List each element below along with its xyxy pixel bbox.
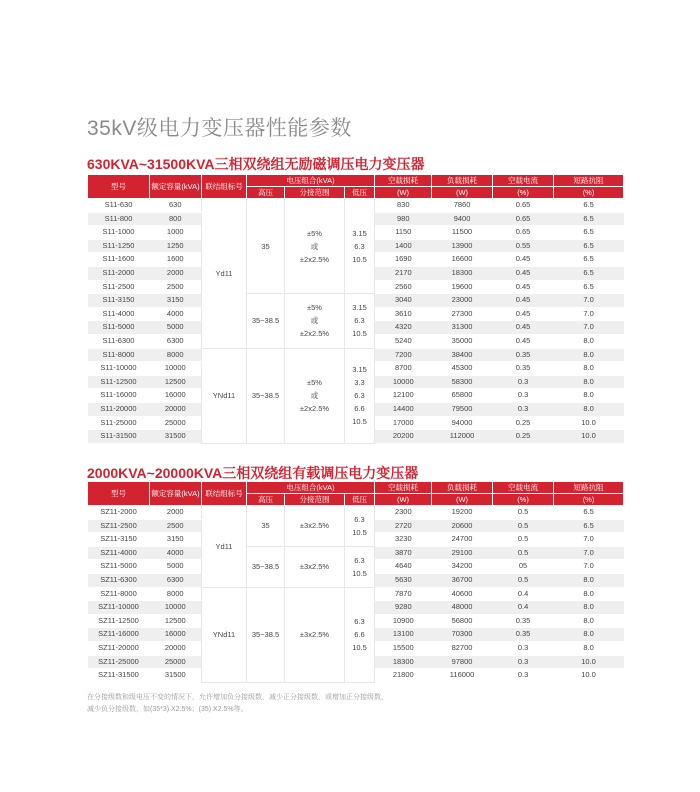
table-row <box>88 294 624 308</box>
cell-model: SZ11-12500 <box>88 614 150 628</box>
cell-no-load-current: 0.65 <box>493 199 554 213</box>
cell-load-loss: 58300 <box>432 375 493 389</box>
lv-line: 10.5 <box>352 568 367 578</box>
cell-model: SZ11-31500 <box>88 669 150 683</box>
tap-line: ±5% <box>307 228 322 238</box>
cell-load-loss: 112000 <box>432 430 493 444</box>
cell-no-load-loss: 3040 <box>375 294 432 308</box>
cell-lv <box>345 348 375 443</box>
cell-model: SZ11-3150 <box>88 533 150 547</box>
header-voltage-combination: 电压组合(kVA) <box>247 482 375 494</box>
lv-line: 3.3 <box>354 378 365 388</box>
cell-no-load-current: 0.65 <box>493 212 554 226</box>
cell-load-loss: 13900 <box>432 239 493 253</box>
cell-no-load-current: 0.5 <box>493 573 554 587</box>
cell-hv: 35~38.5 <box>247 294 285 348</box>
cell-capacity: 20000 <box>150 402 202 416</box>
cell-vector-group: YNd11 <box>202 348 247 443</box>
cell-no-load-loss: 10900 <box>375 614 432 628</box>
cell-no-load-loss: 17000 <box>375 416 432 430</box>
cell-impedance: 8.0 <box>554 641 624 655</box>
cell-load-loss: 19200 <box>432 506 493 520</box>
cell-no-load-current: 0.25 <box>493 430 554 444</box>
cell-no-load-current: 0.45 <box>493 280 554 294</box>
cell-model: SZ11-20000 <box>88 641 150 655</box>
cell-no-load-loss: 2300 <box>375 506 432 520</box>
cell-model: S11-20000 <box>88 402 150 416</box>
lv-line: 10.5 <box>352 254 367 264</box>
cell-no-load-loss: 7870 <box>375 587 432 601</box>
cell-impedance: 10.0 <box>554 669 624 683</box>
header-line: 额定容量 <box>151 182 182 191</box>
cell-load-loss: 7860 <box>432 199 493 213</box>
tap-line: ±2x2.5% <box>299 329 330 339</box>
cell-load-loss: 36700 <box>432 573 493 587</box>
table-row <box>88 587 624 601</box>
cell-model: SZ11-2000 <box>88 506 150 520</box>
lv-line: 10.5 <box>352 329 367 339</box>
cell-capacity: 20000 <box>150 641 202 655</box>
cell-no-load-current: 0.45 <box>493 321 554 335</box>
tap-line: ±5% <box>307 303 322 313</box>
cell-capacity: 31500 <box>150 669 202 683</box>
cell-model: S11-630 <box>88 199 150 213</box>
cell-capacity: 4000 <box>150 307 202 321</box>
cell-no-load-loss: 15500 <box>375 641 432 655</box>
cell-capacity: 25000 <box>150 655 202 669</box>
cell-capacity: 25000 <box>150 416 202 430</box>
cell-load-loss: 70300 <box>432 628 493 642</box>
header-unit: (W) <box>432 187 493 199</box>
cell-model: SZ11-4000 <box>88 546 150 560</box>
cell-no-load-current: 0.65 <box>493 226 554 240</box>
lv-line: 6.6 <box>354 404 365 414</box>
cell-no-load-current: 0.55 <box>493 239 554 253</box>
header-no-load-loss: 空载损耗 <box>375 175 432 187</box>
section-title-off-circuit: 630KVA~31500KVA三相双绕组无励磁调压电力变压器 <box>87 156 425 172</box>
header-line: 联结组 <box>205 182 228 191</box>
cell-capacity: 5000 <box>150 321 202 335</box>
cell-load-loss: 48000 <box>432 601 493 615</box>
cell-capacity: 4000 <box>150 546 202 560</box>
cell-no-load-loss: 21800 <box>375 669 432 683</box>
cell-load-loss: 29100 <box>432 546 493 560</box>
tap-line: ±3x2.5% <box>299 562 330 572</box>
cell-no-load-loss: 2560 <box>375 280 432 294</box>
cell-no-load-loss: 3610 <box>375 307 432 321</box>
cell-capacity: 16000 <box>150 389 202 403</box>
cell-capacity: 10000 <box>150 362 202 376</box>
cell-no-load-loss: 4640 <box>375 560 432 574</box>
cell-hv: 35~38.5 <box>247 546 285 587</box>
header-lv: 低压 <box>345 187 375 199</box>
cell-no-load-current: 0.35 <box>493 628 554 642</box>
tap-line: 或 <box>310 241 319 251</box>
cell-model: S11-1250 <box>88 239 150 253</box>
header-no-load-loss: 空载损耗 <box>375 482 432 494</box>
cell-impedance: 10.0 <box>554 416 624 430</box>
cell-impedance: 7.0 <box>554 321 624 335</box>
header-no-load-current: 空载电流 <box>493 175 554 187</box>
cell-model: S11-5000 <box>88 321 150 335</box>
cell-capacity: 1600 <box>150 253 202 267</box>
cell-impedance: 7.0 <box>554 294 624 308</box>
cell-capacity: 2500 <box>150 519 202 533</box>
cell-impedance: 6.5 <box>554 212 624 226</box>
cell-no-load-loss: 9280 <box>375 601 432 615</box>
cell-impedance: 8.0 <box>554 601 624 615</box>
cell-lv <box>345 587 375 682</box>
cell-impedance: 6.5 <box>554 226 624 240</box>
cell-no-load-loss: 20200 <box>375 430 432 444</box>
cell-no-load-loss: 980 <box>375 212 432 226</box>
cell-no-load-current: 0.5 <box>493 546 554 560</box>
cell-no-load-current: 0.5 <box>493 519 554 533</box>
tap-line: ±3x2.5% <box>299 630 330 640</box>
cell-load-loss: 79500 <box>432 402 493 416</box>
cell-impedance: 7.0 <box>554 533 624 547</box>
cell-load-loss: 16600 <box>432 253 493 267</box>
cell-tap-range <box>285 294 345 348</box>
cell-no-load-current: 0.3 <box>493 375 554 389</box>
cell-impedance: 7.0 <box>554 560 624 574</box>
cell-model: S11-31500 <box>88 430 150 444</box>
cell-no-load-loss: 830 <box>375 199 432 213</box>
cell-capacity: 12500 <box>150 614 202 628</box>
cell-lv <box>345 506 375 547</box>
lv-line: 6.3 <box>354 241 365 251</box>
tap-line: ±5% <box>307 378 322 388</box>
lv-line: 6.3 <box>354 617 365 627</box>
cell-no-load-loss: 2720 <box>375 519 432 533</box>
cell-no-load-current: 0.3 <box>493 389 554 403</box>
cell-model: SZ11-16000 <box>88 628 150 642</box>
cell-impedance: 8.0 <box>554 573 624 587</box>
cell-capacity: 630 <box>150 199 202 213</box>
spec-table-on-load <box>87 481 624 683</box>
cell-tap-range <box>285 506 345 547</box>
cell-no-load-current: 0.5 <box>493 506 554 520</box>
cell-hv: 35~38.5 <box>247 587 285 682</box>
cell-tap-range <box>285 546 345 587</box>
lv-line: 3.15 <box>352 303 367 313</box>
cell-impedance: 7.0 <box>554 546 624 560</box>
cell-capacity: 3150 <box>150 294 202 308</box>
lv-line: 3.15 <box>352 365 367 375</box>
cell-no-load-loss: 10000 <box>375 375 432 389</box>
lv-line: 6.3 <box>354 316 365 326</box>
cell-model: S11-1600 <box>88 253 150 267</box>
header-line: 标号 <box>227 489 243 498</box>
cell-capacity: 12500 <box>150 375 202 389</box>
header-line: 联结组 <box>205 489 228 498</box>
cell-no-load-loss: 2170 <box>375 266 432 280</box>
cell-impedance: 6.5 <box>554 253 624 267</box>
header-line: 额定容量 <box>151 489 182 498</box>
cell-model: S11-3150 <box>88 294 150 308</box>
cell-no-load-loss: 4320 <box>375 321 432 335</box>
header-model: 型号 <box>88 482 150 506</box>
cell-load-loss: 24700 <box>432 533 493 547</box>
cell-no-load-loss: 14400 <box>375 402 432 416</box>
cell-tap-range <box>285 348 345 443</box>
table-row <box>88 348 624 362</box>
cell-model: S11-8000 <box>88 348 150 362</box>
cell-model: S11-25000 <box>88 416 150 430</box>
cell-load-loss: 20600 <box>432 519 493 533</box>
cell-capacity: 10000 <box>150 601 202 615</box>
cell-hv: 35 <box>247 506 285 547</box>
cell-capacity: 1000 <box>150 226 202 240</box>
footnote-line: 在分接级数和级电压不变的情况下，允许增加负分接级数，减少正分接级数，或增加正分接级数， <box>87 694 388 701</box>
header-vector-group <box>202 175 247 199</box>
cell-no-load-current: 0.3 <box>493 402 554 416</box>
cell-model: SZ11-8000 <box>88 587 150 601</box>
header-capacity <box>150 482 202 506</box>
cell-model: S11-10000 <box>88 362 150 376</box>
header-model: 型号 <box>88 175 150 199</box>
cell-no-load-current: 0.45 <box>493 253 554 267</box>
header-hv: 高压 <box>247 187 285 199</box>
cell-load-loss: 116000 <box>432 669 493 683</box>
header-impedance: 短路抗阻 <box>554 482 624 494</box>
cell-lv <box>345 546 375 587</box>
cell-load-loss: 35000 <box>432 334 493 348</box>
header-line: 标号 <box>227 182 243 191</box>
cell-vector-group: YNd11 <box>202 587 247 682</box>
cell-capacity: 3150 <box>150 533 202 547</box>
cell-no-load-current: 0.3 <box>493 641 554 655</box>
cell-load-loss: 97800 <box>432 655 493 669</box>
table-row <box>88 199 624 213</box>
cell-no-load-loss: 1150 <box>375 226 432 240</box>
cell-load-loss: 94000 <box>432 416 493 430</box>
cell-capacity: 2500 <box>150 280 202 294</box>
cell-load-loss: 65800 <box>432 389 493 403</box>
cell-vector-group: Yd11 <box>202 199 247 349</box>
cell-no-load-current: 0.35 <box>493 614 554 628</box>
cell-no-load-current: 0.45 <box>493 294 554 308</box>
tap-line: ±3x2.5% <box>299 521 330 531</box>
lv-line: 6.6 <box>354 630 365 640</box>
cell-load-loss: 45300 <box>432 362 493 376</box>
cell-load-loss: 34200 <box>432 560 493 574</box>
cell-impedance: 8.0 <box>554 628 624 642</box>
cell-model: SZ11-25000 <box>88 655 150 669</box>
cell-capacity: 16000 <box>150 628 202 642</box>
tap-line: 或 <box>310 316 319 326</box>
tap-line: ±2x2.5% <box>299 404 330 414</box>
cell-capacity: 2000 <box>150 266 202 280</box>
tap-line: 或 <box>310 391 319 401</box>
table-body <box>88 506 624 683</box>
cell-no-load-current: 0.4 <box>493 587 554 601</box>
tap-line: ±2x2.5% <box>299 254 330 264</box>
table-header <box>88 482 624 506</box>
cell-no-load-loss: 12100 <box>375 389 432 403</box>
header-impedance: 短路抗阻 <box>554 175 624 187</box>
cell-impedance: 10.0 <box>554 655 624 669</box>
cell-model: SZ11-5000 <box>88 560 150 574</box>
cell-no-load-current: 0.3 <box>493 655 554 669</box>
header-unit: (%) <box>493 494 554 506</box>
cell-model: SZ11-10000 <box>88 601 150 615</box>
cell-load-loss: 19600 <box>432 280 493 294</box>
lv-line: 10.5 <box>352 417 367 427</box>
header-row <box>88 175 624 187</box>
cell-impedance: 8.0 <box>554 375 624 389</box>
cell-capacity: 8000 <box>150 587 202 601</box>
cell-capacity: 2000 <box>150 506 202 520</box>
cell-lv <box>345 199 375 294</box>
cell-load-loss: 56800 <box>432 614 493 628</box>
cell-load-loss: 11500 <box>432 226 493 240</box>
header-unit: (%) <box>554 494 624 506</box>
cell-capacity: 31500 <box>150 430 202 444</box>
cell-lv <box>345 294 375 348</box>
cell-model: SZ11-2500 <box>88 519 150 533</box>
page-title: 35kV级电力变压器性能参数 <box>87 117 352 140</box>
cell-load-loss: 82700 <box>432 641 493 655</box>
cell-hv: 35 <box>247 199 285 294</box>
lv-line: 6.3 <box>354 514 365 524</box>
cell-no-load-loss: 18300 <box>375 655 432 669</box>
header-no-load-current: 空载电流 <box>493 482 554 494</box>
header-capacity <box>150 175 202 199</box>
cell-load-loss: 18300 <box>432 266 493 280</box>
cell-no-load-current: 0.45 <box>493 307 554 321</box>
spec-table-off-circuit <box>87 174 624 444</box>
header-hv: 高压 <box>247 494 285 506</box>
cell-no-load-current: 0.5 <box>493 533 554 547</box>
cell-impedance: 8.0 <box>554 614 624 628</box>
cell-model: S11-6300 <box>88 334 150 348</box>
header-unit: (W) <box>375 187 432 199</box>
lv-line: 10.5 <box>352 527 367 537</box>
cell-no-load-loss: 8700 <box>375 362 432 376</box>
cell-model: SZ11-6300 <box>88 573 150 587</box>
cell-capacity: 6300 <box>150 334 202 348</box>
cell-load-loss: 9400 <box>432 212 493 226</box>
cell-impedance: 8.0 <box>554 402 624 416</box>
lv-line: 6.3 <box>354 391 365 401</box>
cell-no-load-current: 0.4 <box>493 601 554 615</box>
cell-no-load-loss: 13100 <box>375 628 432 642</box>
header-unit: (W) <box>432 494 493 506</box>
cell-model: S11-800 <box>88 212 150 226</box>
cell-impedance: 8.0 <box>554 362 624 376</box>
header-tap-range: 分接范围 <box>285 494 345 506</box>
cell-tap-range <box>285 199 345 294</box>
cell-no-load-loss: 3230 <box>375 533 432 547</box>
cell-no-load-current: 0.45 <box>493 266 554 280</box>
cell-model: S11-4000 <box>88 307 150 321</box>
header-voltage-combination: 电压组合(kVA) <box>247 175 375 187</box>
cell-no-load-current: 0.45 <box>493 334 554 348</box>
header-lv: 低压 <box>345 494 375 506</box>
cell-impedance: 6.5 <box>554 519 624 533</box>
header-load-loss: 负载损耗 <box>432 482 493 494</box>
cell-impedance: 8.0 <box>554 587 624 601</box>
header-row <box>88 482 624 494</box>
cell-no-load-loss: 3870 <box>375 546 432 560</box>
cell-capacity: 1250 <box>150 239 202 253</box>
header-tap-range: 分接范围 <box>285 187 345 199</box>
cell-impedance: 10.0 <box>554 430 624 444</box>
cell-load-loss: 40600 <box>432 587 493 601</box>
cell-vector-group: Yd11 <box>202 506 247 588</box>
cell-tap-range <box>285 587 345 682</box>
cell-load-loss: 27300 <box>432 307 493 321</box>
cell-impedance: 6.5 <box>554 266 624 280</box>
cell-no-load-current: 0.25 <box>493 416 554 430</box>
cell-impedance: 8.0 <box>554 389 624 403</box>
cell-model: S11-16000 <box>88 389 150 403</box>
header-load-loss: 负载损耗 <box>432 175 493 187</box>
table-body <box>88 199 624 444</box>
cell-model: S11-1000 <box>88 226 150 240</box>
cell-impedance: 8.0 <box>554 348 624 362</box>
cell-impedance: 6.5 <box>554 199 624 213</box>
cell-no-load-loss: 1400 <box>375 239 432 253</box>
cell-capacity: 6300 <box>150 573 202 587</box>
lv-line: 10.5 <box>352 643 367 653</box>
cell-no-load-loss: 5630 <box>375 573 432 587</box>
cell-no-load-loss: 5240 <box>375 334 432 348</box>
table-row <box>88 546 624 560</box>
table-header <box>88 175 624 199</box>
cell-load-loss: 31300 <box>432 321 493 335</box>
cell-impedance: 8.0 <box>554 334 624 348</box>
cell-model: S11-2500 <box>88 280 150 294</box>
cell-impedance: 6.5 <box>554 506 624 520</box>
cell-no-load-current: 0.35 <box>493 362 554 376</box>
footnote-line: 减少负分接级数，如(35*3) X2.5%；(35) X2.5%等。 <box>87 706 248 713</box>
table-row <box>88 506 624 520</box>
cell-impedance: 6.5 <box>554 280 624 294</box>
cell-capacity: 5000 <box>150 560 202 574</box>
cell-hv: 35~38.5 <box>247 348 285 443</box>
cell-load-loss: 38400 <box>432 348 493 362</box>
header-unit: (%) <box>493 187 554 199</box>
header-unit: (%) <box>554 187 624 199</box>
cell-capacity: 8000 <box>150 348 202 362</box>
cell-no-load-current: 0.35 <box>493 348 554 362</box>
footnote <box>87 692 388 716</box>
header-line: (kVA) <box>181 182 200 191</box>
cell-no-load-current: 0.3 <box>493 669 554 683</box>
cell-impedance: 7.0 <box>554 307 624 321</box>
cell-capacity: 800 <box>150 212 202 226</box>
cell-impedance: 6.5 <box>554 239 624 253</box>
header-line: (kVA) <box>181 489 200 498</box>
cell-no-load-current: 05 <box>493 560 554 574</box>
cell-load-loss: 23000 <box>432 294 493 308</box>
cell-no-load-loss: 1690 <box>375 253 432 267</box>
section-title-on-load: 2000KVA~20000KVA三相双绕组有载调压电力变压器 <box>87 465 419 481</box>
header-unit: (W) <box>375 494 432 506</box>
lv-line: 6.3 <box>354 555 365 565</box>
cell-model: S11-2000 <box>88 266 150 280</box>
header-vector-group <box>202 482 247 506</box>
cell-model: S11-12500 <box>88 375 150 389</box>
cell-no-load-loss: 7200 <box>375 348 432 362</box>
lv-line: 3.15 <box>352 228 367 238</box>
